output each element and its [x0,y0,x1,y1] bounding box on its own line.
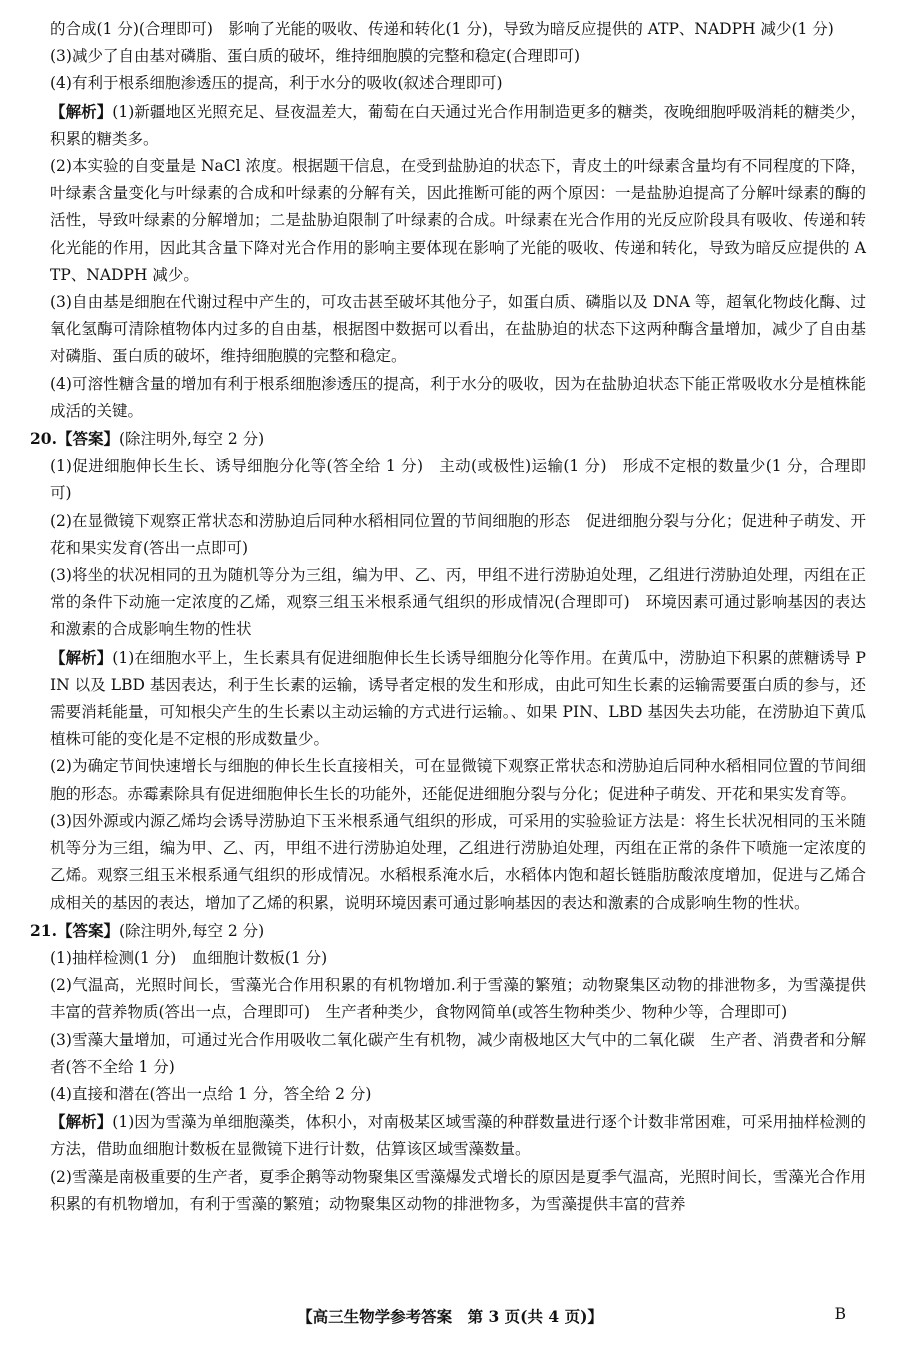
paragraph-text: (2)雪藻是南极重要的生产者，夏季企鹅等动物聚集区雪藻爆发式增长的原因是夏季气温高，光照时间长，雪藻光合作用积累的有机物增加，有利于雪藻的繁殖；动物聚集区动物的排泄物多，为雪藻提供丰富的营养 [50,1167,866,1213]
paragraph-text: (4)有利于根系细胞渗透压的提高，利于水分的吸收(叙述合理即可) [50,74,503,93]
paragraph [30,1164,866,1218]
paragraph-text: (2)在显微镜下观察正常状态和涝胁迫后同种水稻相同位置的节间细胞的形态 促进细胞分裂与分化；促进种子萌发、开花和果实发育(答出一点即可) [50,511,866,557]
paragraph [30,808,866,917]
paragraph [30,1081,866,1108]
paragraph-text: (2)本实验的自变量是 NaCl 浓度。根据题干信息，在受到盐胁迫的状态下，青皮土的叶绿素含量均有不同程度的下降，叶绿素含量变化与叶绿素的合成和叶绿素的分解有关，因此推断可能的两个原因：一是盐胁迫提高了分解叶绿素的酶的活性，导致叶绿素的分解增加；二是盐胁迫限制了叶绿素的合成。叶绿素在光合作用的光反应阶段具有吸收、传递和转化光能的作用，因此其含量下降对光合作用的影响主要体现在影响了光能的吸收、传递和转化，导致为暗反应提供的 ATP、NADPH 减少。 [50,157,866,284]
paragraph-lead: 20.【答案】 [30,429,119,449]
paragraph-text: (除注明外,每空 2 分) [118,430,265,449]
paper-version-label: B [834,1305,846,1323]
paragraph [30,562,866,644]
paragraph-text: (3)减少了自由基对磷脂、蛋白质的破坏，维持细胞膜的完整和稳定(合理即可) [50,47,581,66]
paragraph [30,153,866,289]
page-footer: 【高三生物学参考答案 第 3 页(共 4 页)】 [297,1307,603,1326]
paragraph [30,917,866,945]
paragraph-text: (1)促进细胞伸长生长、诱导细胞分化等(答全给 1 分) 主动(或极性)运输(1 分) 形成不定根的数量少(1 分，合理即可) [50,457,866,503]
paragraph [30,425,866,453]
paragraph-text: (1)在细胞水平上，生长素具有促进细胞伸长生长诱导细胞分化等作用。在黄瓜中，涝胁迫下积累的蔗糖诱导 PIN 以及 LBD 基因表达，利于生长素的运输，诱导者定根的发生和形成，由此可知生长素的运输需要蛋白质的参与，还需要消耗能量，可知根尖产生的生长素以主动运输的方式进行运输。、如果 PIN、LBD 基因失去功能，在涝胁迫下黄瓜植株可能的变化是不定根的形成数量少。 [50,648,866,749]
paragraph [30,972,866,1026]
paragraph [30,1108,866,1163]
paragraph-text: (3)雪藻大量增加，可通过光合作用吸收二氧化碳产生有机物，减少南极地区大气中的二氧化碳 生产者、消费者和分解者(答不全给 1 分) [50,1030,866,1076]
paragraph-text: (4)可溶性糖含量的增加有利于根系细胞渗透压的提高，利于水分的吸收，因为在盐胁迫状态下能正常吸收水分是植株能成活的关键。 [50,374,866,420]
paragraph [30,70,866,97]
paragraph [30,508,866,562]
paragraph [30,753,866,807]
paragraph [30,289,866,371]
answer-content [30,16,866,1218]
paragraph [30,945,866,972]
paragraph-lead: 【解析】 [50,101,113,121]
paragraph [30,43,866,70]
paragraph-text: (4)直接和潜在(答出一点给 1 分，答全给 2 分) [50,1084,372,1103]
paragraph-text: 的合成(1 分)(合理即可) 影响了光能的吸收、传递和转化(1 分)，导致为暗反应提供的 ATP、NADPH 减少(1 分) [50,20,834,38]
paragraph-text: (3)因外源或内源乙烯均会诱导涝胁迫下玉米根系通气组织的形成，可采用的实验验证方法是：将生长状况相同的玉米随机等分为三组，编为甲、乙、丙，甲组不进行涝胁迫处理，乙组进行涝胁迫处理，丙组在正常的条件下喷施一定浓度的乙烯。观察三组玉米根系通气组织的形成情况。水稻根系淹水后，水稻体内饱和超长链脂肪酸浓度增加，促进与乙烯合成相关的基因的表达，增加了乙烯的积累，说明环境因素可通过影响基因的表达和激素的合成影响生物的性状。 [50,811,866,912]
paragraph-text: (3)将坐的状况相同的丑为随机等分为三组，编为甲、乙、丙，甲组不进行涝胁迫处理，乙组进行涝胁迫处理，丙组在正常的条件下动施一定浓度的乙烯，观察三组玉米根系通气组织的形成情况(合理即可) 环境因素可通过影响基因的表达和激素的合成影响生物的性状 [50,566,866,639]
paragraph [30,371,866,425]
paragraph-lead: 21.【答案】 [30,920,119,940]
paragraph-text: (除注明外,每空 2 分) [118,921,265,940]
paragraph-lead: 【解析】 [50,647,113,667]
paragraph [30,453,866,507]
paragraph [30,16,866,43]
paragraph-text: (2)气温高，光照时间长，雪藻光合作用积累的有机物增加.利于雪藻的繁殖；动物聚集区动物的排泄物多，为雪藻提供丰富的营养物质(答出一点，合理即可) 生产者种类少，食物网简单(或答生物种类少、物种少等，合理即可) [50,976,866,1022]
paragraph-text: (3)自由基是细胞在代谢过程中产生的，可攻击甚至破坏其他分子，如蛋白质、磷脂以及 DNA 等，超氧化物歧化酶、过氧化氢酶可清除植物体内过多的自由基，根据图中数据可以看出，在盐胁迫的状态下这两种酶含量增加，减少了自由基对磷脂、蛋白质的破坏，维持细胞膜的完整和稳定。 [50,293,866,366]
paragraph [30,644,866,754]
paragraph-text: (1)因为雪藻为单细胞藻类，体积小，对南极某区域雪藻的种群数量进行逐个计数非常困难，可采用抽样检测的方法，借助血细胞计数板在显微镜下进行计数，估算该区域雪藻数量。 [50,1113,866,1159]
paragraph-text: (2)为确定节间快速增长与细胞的伸长生长直接相关，可在显微镜下观察正常状态和涝胁迫后同种水稻相同位置的节间细胞的形态。赤霉素除具有促进细胞伸长生长的功能外，还能促进细胞分裂与分化；促进种子萌发、开花和果实发育等。 [50,757,866,803]
paragraph [30,1027,866,1081]
paragraph [30,98,866,153]
paragraph-text: (1)新疆地区光照充足、昼夜温差大，葡萄在白天通过光合作用制造更多的糖类，夜晚细胞呼吸消耗的糖类少，积累的糖类多。 [50,102,866,148]
paragraph-lead: 【解析】 [50,1112,113,1132]
paragraph-text: (1)抽样检测(1 分) 血细胞计数板(1 分) [50,948,328,967]
